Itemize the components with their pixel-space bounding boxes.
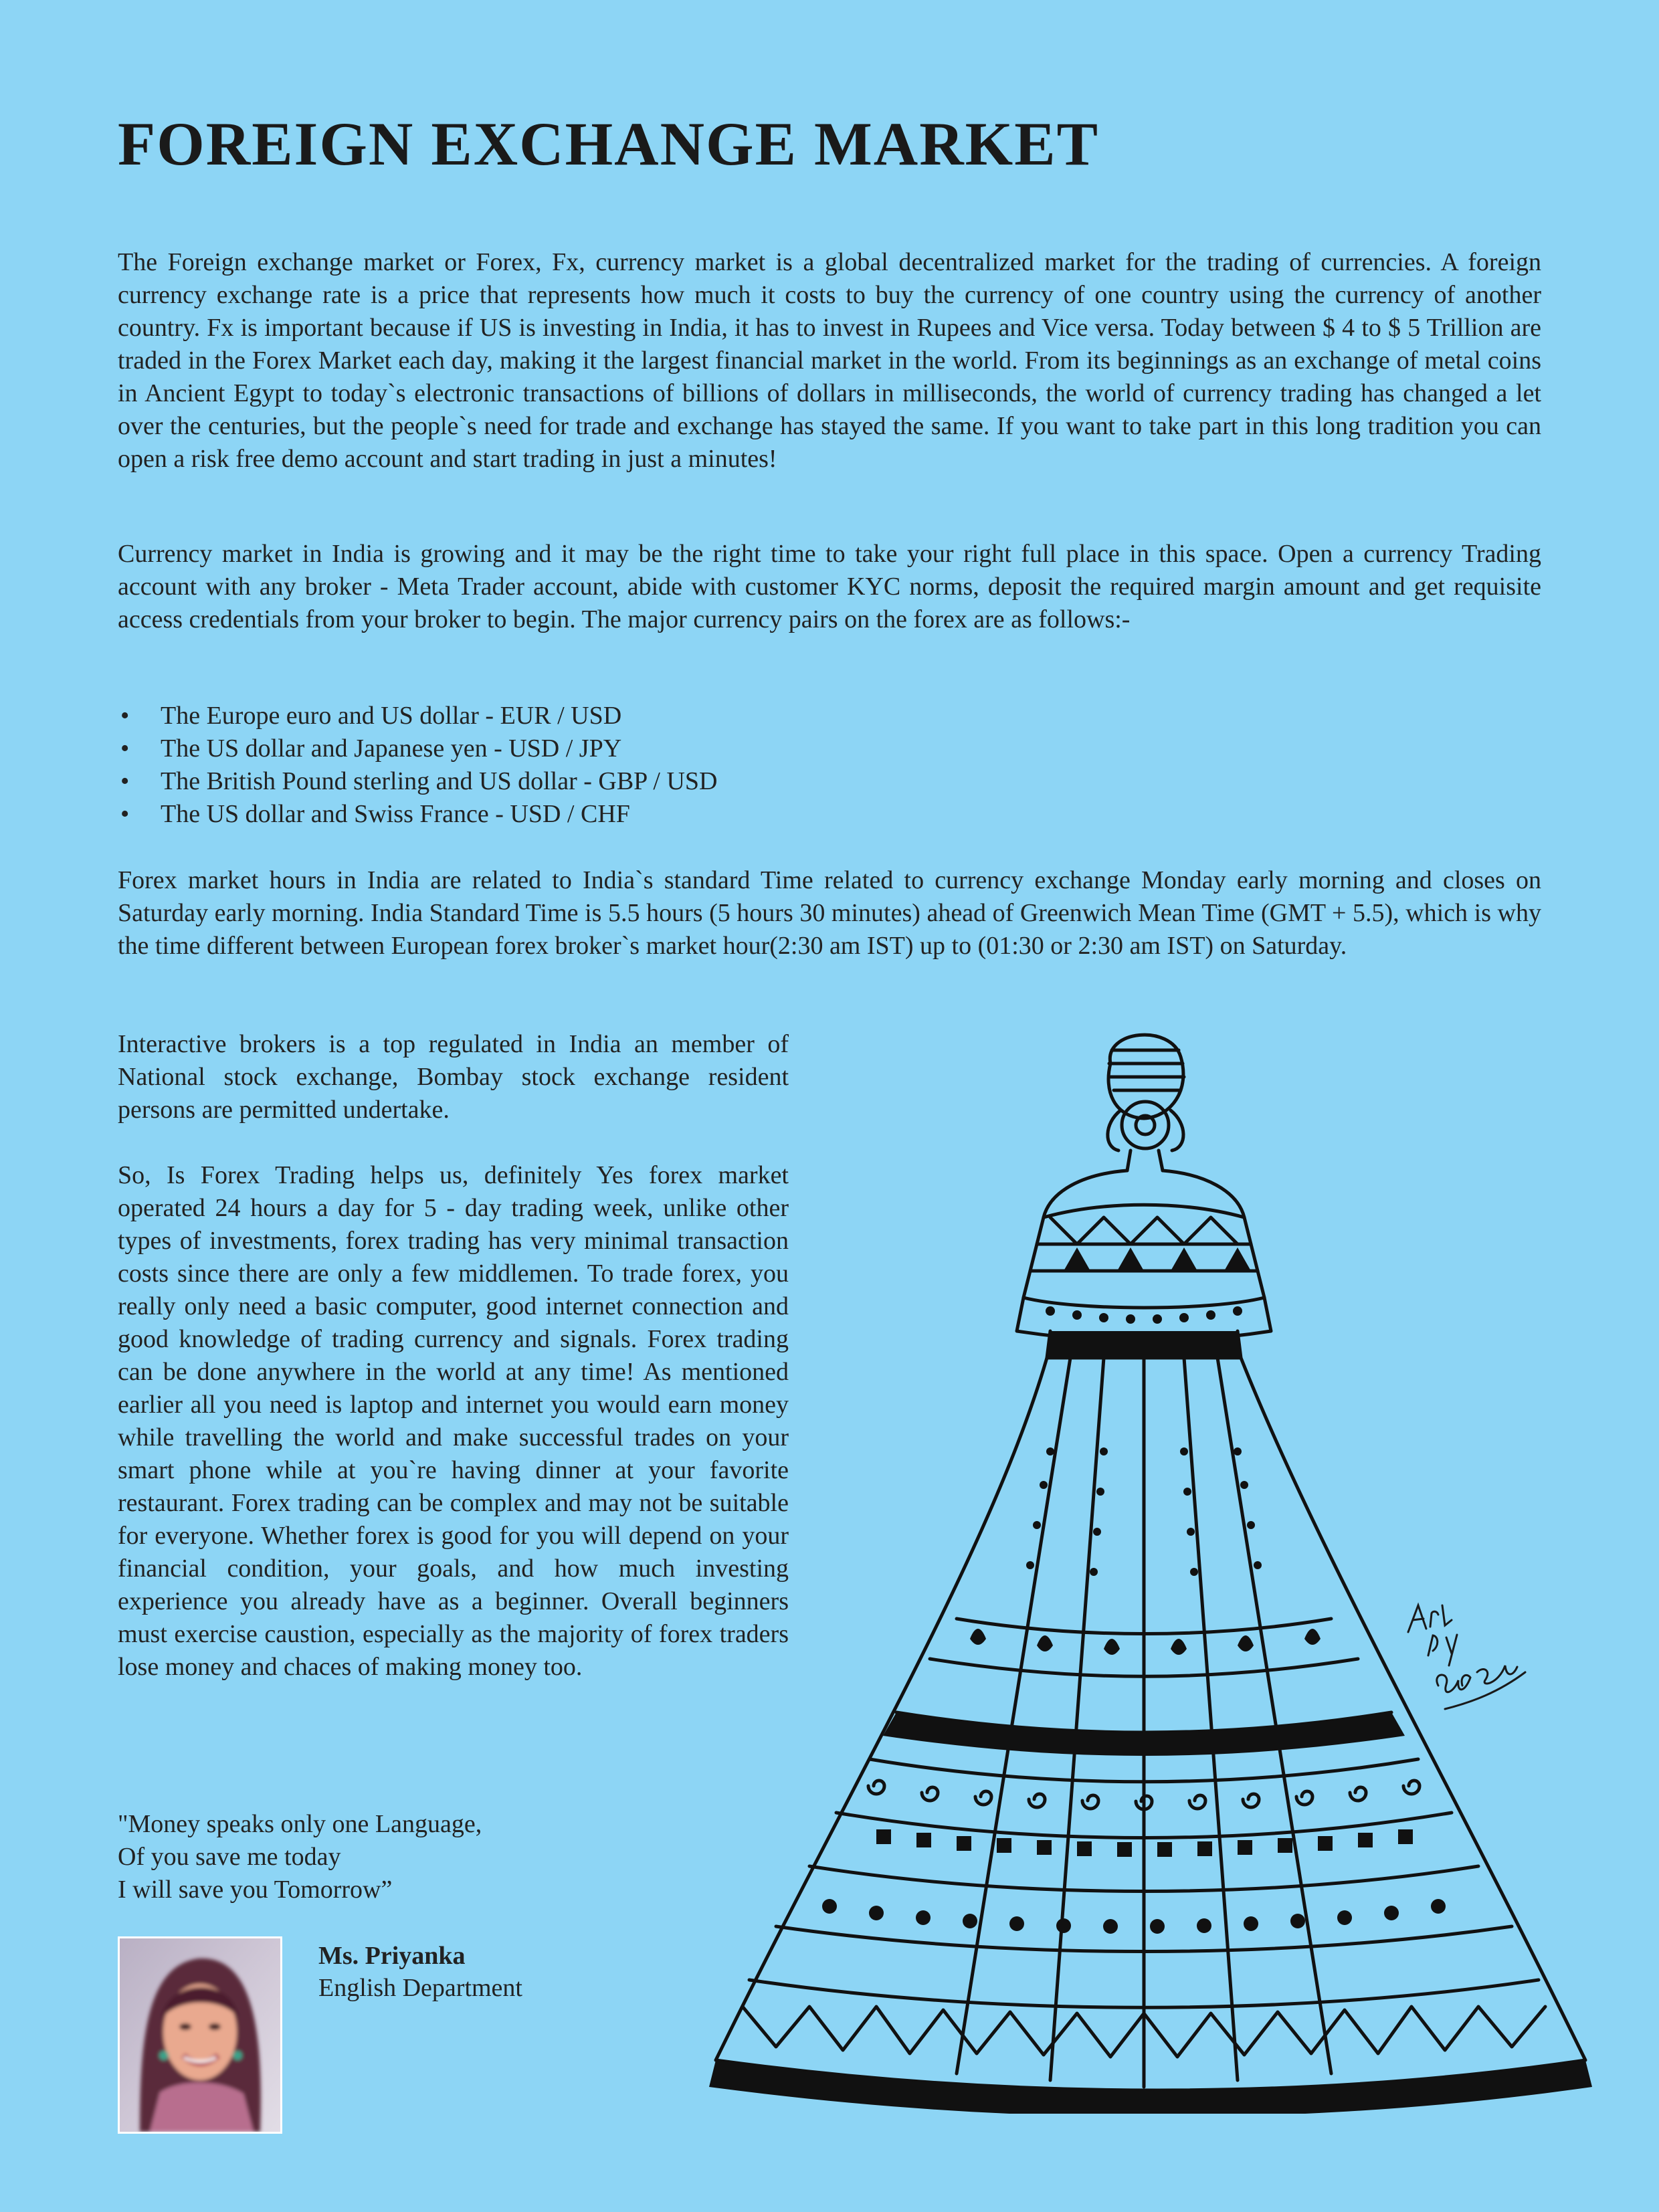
lehenga-dress-illustration bbox=[676, 1017, 1626, 2114]
page-title: FOREIGN EXCHANGE MARKET bbox=[118, 110, 1099, 178]
author-department: English Department bbox=[318, 1974, 522, 2002]
avatar bbox=[120, 1938, 280, 2132]
quote-line: "Money speaks only one Language, bbox=[118, 1810, 482, 1838]
list-item: • The US dollar and Swiss France - USD / CHF bbox=[118, 798, 1322, 831]
artist-signature bbox=[1398, 1592, 1532, 1726]
brokers-paragraph: Interactive brokers is a top regulated in India an member of National stock exchange, Bombay stock exchange resident persons are permitted undertake. bbox=[118, 1030, 789, 1124]
market-hours-paragraph: Forex market hours in India are related to India`s standard Time related to currency exchange Monday early morning and closes on Saturday early morning. India Standard Time is 5.5 hours (5 hours 30 minutes) ahead of Greenwich Mean Time (GMT + 5.5), which is why the time different between European forex broker`s market hour(2:30 am IST) up to (01:30 or 2:30 am IST) on Saturday. bbox=[118, 866, 1541, 960]
list-item: • The British Pound sterling and US dollar - GBP / USD bbox=[118, 765, 1322, 798]
quote-line: Of you save me today bbox=[118, 1843, 341, 1871]
india-paragraph: Currency market in India is growing and it may be the right time to take your right full place in this space. Open a currency Trading account with any broker - Meta Trader account, abide with customer KYC norms, deposit the required margin amount and get requisite access credentials from your broker to begin. The major currency pairs on the forex are as follows:- bbox=[118, 540, 1541, 633]
list-item: • The Europe euro and US dollar - EUR / USD bbox=[118, 700, 1322, 732]
benefits-paragraph: So, Is Forex Trading helps us, definitely Yes forex market operated 24 hours a day for 5 - day trading week, unlike other types of investments, forex trading has very minimal transaction costs since there are only a few middlemen. To trade forex, you really only need a basic computer, good internet connection and good knowledge of trading currency and signals. Forex trading can be done anywhere in the world at any time! As mentioned earlier all you need is laptop and internet you would earn money while travelling the world and make successful trades on your smart phone while at you`re having dinner at your favorite restaurant. Forex trading can be complex and may not be suitable for everyone. Whether forex is good for you will depend on your financial condition, your goals, and how much investing experience you already have as a beginner. Overall beginners must exercise caustion, especially as the majority of forex traders lose money and chaces of making money too. bbox=[118, 1161, 789, 1681]
list-item: • The US dollar and Japanese yen - USD / JPY bbox=[118, 732, 1322, 765]
author-photo bbox=[118, 1936, 282, 2134]
intro-paragraph: The Foreign exchange market or Forex, Fx, currency market is a global decentralized market for the trading of currencies. A foreign currency exchange rate is a price that represents how much it costs to buy the currency of one country using the currency of another country. Fx is important because if US is investing in India, it has to invest in Rupees and Vice versa. Today between $ 4 to $ 5 Trillion are traded in the Forex Market each day, making it the largest financial market in the world. From its beginnings as an exchange of metal coins in Ancient Egypt to today`s electronic transactions of billions of dollars in milliseconds, the world of currency trading has changed a let over the centuries, but the people`s need for trade and exchange has stayed the same. If you want to take part in this long tradition you can open a risk free demo account and start trading in just a minutes! bbox=[118, 248, 1541, 473]
quote-line: I will save you Tomorrow” bbox=[118, 1876, 393, 1904]
author-name: Ms. Priyanka bbox=[318, 1942, 466, 1970]
currency-pairs-list bbox=[118, 700, 1322, 831]
